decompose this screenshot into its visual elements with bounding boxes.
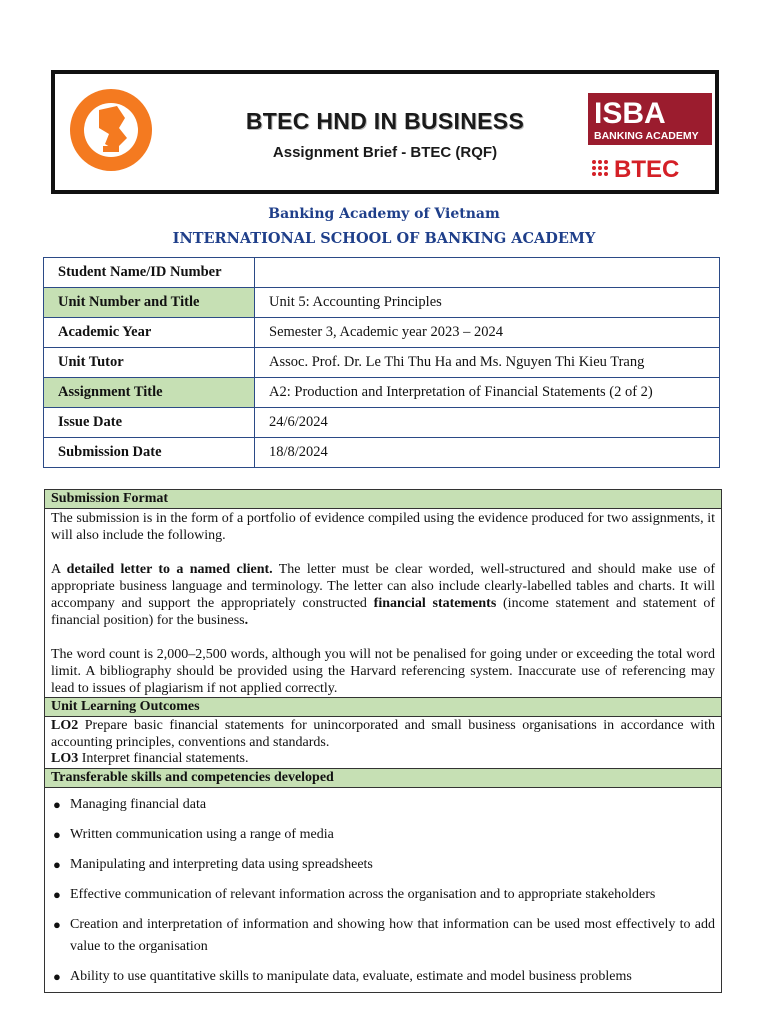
student-name-field[interactable] (255, 258, 720, 288)
section-heading-transferable-skills: Transferable skills and competencies developed (45, 768, 721, 788)
bullet-icon: ● (53, 968, 61, 984)
school-name: INTERNATIONAL SCHOOL OF BANKING ACADEMY (172, 230, 596, 247)
section-heading-submission-format: Submission Format (45, 490, 721, 509)
banking-academy-seal-logo (69, 88, 153, 172)
table-row (44, 348, 720, 378)
svg-text:BANKING ACADEMY: BANKING ACADEMY (594, 130, 699, 142)
btec-logo (588, 154, 712, 182)
assignment-brief-subtitle: Assignment Brief - BTEC (RQF) (272, 144, 498, 161)
assignment-brief-box (44, 489, 722, 993)
paragraph: A detailed letter to a named client. The letter must be clear worded, well-structured and should make use of appropriate business language and terminology. The letter can also include clearly-labelled tables and charts. It will accompany and support the appropriately constructed financial statements (income statement and statement of financial position) for the business. (51, 562, 716, 628)
field-label: Unit Number and Title (44, 288, 255, 318)
table-row (44, 378, 720, 408)
list-item: ● Written communication using a range of media (53, 824, 715, 846)
learning-outcome: LO3 Interpret financial statements. (51, 751, 249, 766)
table-row (44, 438, 720, 468)
field-label: Student Name/ID Number (44, 258, 255, 288)
paragraph: The submission is in the form of a portfolio of evidence compiled using the evidence produced for two assignments, it will also include the following. (51, 511, 715, 543)
program-title: BTEC HND IN BUSINESS (245, 108, 525, 134)
header-banner (51, 70, 719, 194)
list-item: ● Manipulating and interpreting data using spreadsheets (53, 854, 715, 876)
svg-text:ISBA: ISBA (594, 97, 666, 130)
assignment-info-table (43, 257, 720, 468)
section-heading-learning-outcomes: Unit Learning Outcomes (45, 697, 721, 717)
field-label: Unit Tutor (44, 348, 255, 378)
field-label: Academic Year (44, 318, 255, 348)
field-label: Submission Date (44, 438, 255, 468)
field-value: A2: Production and Interpretation of Financial Statements (2 of 2) (255, 378, 720, 408)
submission-format-body (45, 509, 721, 697)
list-item: ● Ability to use quantitative skills to manipulate data, evaluate, estimate and model business problems (53, 966, 715, 988)
bullet-icon: ● (53, 916, 61, 932)
skills-list (45, 788, 721, 992)
list-item: ● Creation and interpretation of information and showing how that information can be used most effectively to add value to the organisation (53, 914, 715, 958)
field-value: 24/6/2024 (255, 408, 720, 438)
table-row (44, 408, 720, 438)
field-value: Unit 5: Accounting Principles (255, 288, 720, 318)
bullet-icon: ● (53, 886, 61, 902)
field-label: Issue Date (44, 408, 255, 438)
learning-outcomes-body (45, 717, 721, 768)
table-row (44, 318, 720, 348)
field-value: Semester 3, Academic year 2023 – 2024 (255, 318, 720, 348)
bullet-icon: ● (53, 826, 61, 842)
table-row (44, 258, 720, 288)
svg-text:BTEC: BTEC (614, 156, 680, 182)
field-label: Assignment Title (44, 378, 255, 408)
table-row (44, 288, 720, 318)
bullet-icon: ● (53, 796, 61, 812)
field-value: Assoc. Prof. Dr. Le Thi Thu Ha and Ms. Nguyen Thi Kieu Trang (255, 348, 720, 378)
bullet-icon: ● (53, 856, 61, 872)
list-item: ● Managing financial data (53, 794, 715, 816)
isba-logo (588, 93, 712, 145)
field-value: 18/8/2024 (255, 438, 720, 468)
paragraph: The word count is 2,000–2,500 words, although you will not be penalised for going under or exceeding the total word limit. A bibliography should be provided using the Harvard referencing system. Inaccurate use of referencing may lead to issues of plagiarism if not applied correctly. (51, 647, 715, 696)
learning-outcome: LO2 Prepare basic financial statements for unincorporated and small business organisations in accordance with accounting principles, conventions and standards. (51, 718, 715, 750)
list-item: ● Effective communication of relevant information across the organisation and to appropriate stakeholders (53, 884, 715, 906)
academy-name: Banking Academy of Vietnam (268, 206, 500, 222)
